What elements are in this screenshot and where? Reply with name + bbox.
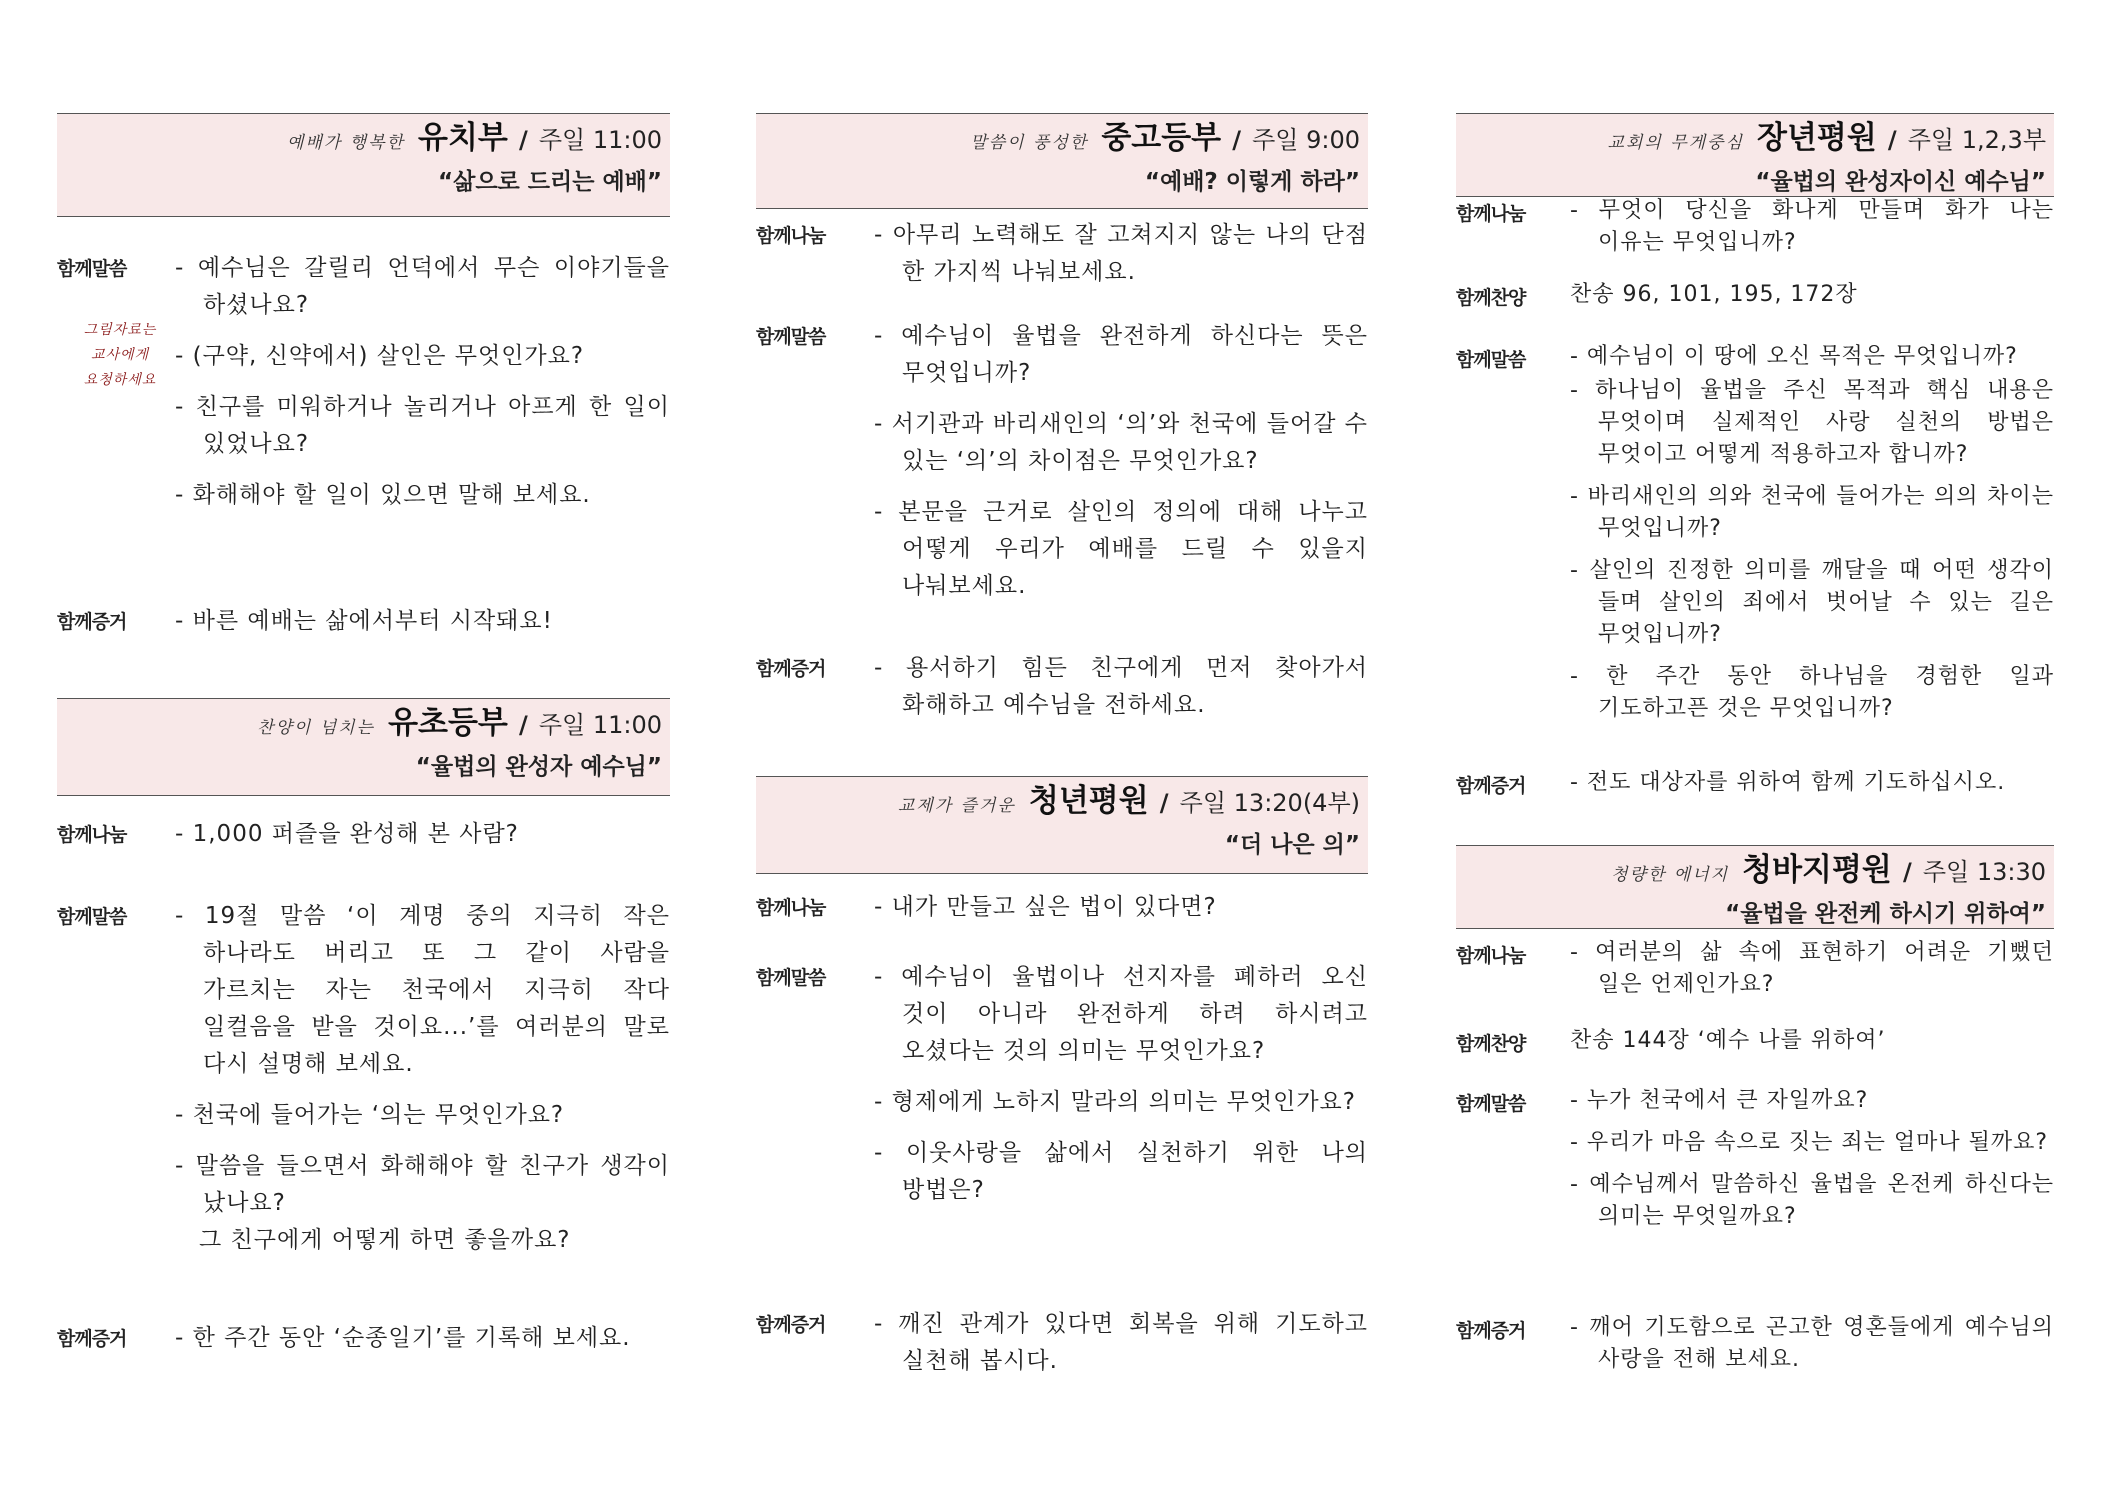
list-item: - 우리가 마음 속으로 짓는 죄는 얼마나 될까요? [1570,1130,2049,1155]
note-line: 요청하세요 [83,372,157,388]
block-label: 함께나눔 [57,824,127,846]
list-item: - 살인의 진정한 의미를 깨달을 때 어떤 생각이 들며 살인의 죄에서 벗어날 수 있는 길은 무엇입니까? [1570,558,2054,647]
separator: / [518,126,528,154]
separator: / [518,711,528,739]
list-item: - 예수님이 율법을 완전하게 하신다는 뜻은 무엇입니까? [874,323,1368,386]
list-item: - 한 주간 동안 하나님을 경험한 일과 기도하고픈 것은 무엇입니까? [1570,664,2054,721]
section-theme: “율법의 완성자이신 예수님” [1755,169,2046,196]
list-item: 그 친구에게 어떻게 하면 좋을까요? [199,1227,571,1253]
list-item: - 하나님이 율법을 주신 목적과 핵심 내용은 무엇이며 실제적인 사랑 실천의 방법은 무엇이고 어떻게 적용하고자 합니까? [1570,378,2054,467]
list-item: - 누가 천국에서 큰 자일까요? [1570,1088,1869,1113]
separator: / [1232,126,1241,154]
block-label: 함께증거 [57,611,127,633]
section-elementary [57,698,670,1351]
section-kindergarten [57,113,670,634]
section-header [1456,113,2054,197]
note-line: 그림자료는 [83,322,157,338]
section-theme: “더 나은 의” [1224,832,1360,859]
block-label: 함께말씀 [756,967,826,989]
service-time: 주일 11:00 [538,126,662,154]
block-label: 함께찬양 [1456,1033,1526,1055]
section-header [1456,845,2054,929]
list-item: - 예수님이 이 땅에 오신 목적은 무엇입니까? [1570,344,2018,369]
list-item: - 형제에게 노하지 말라의 의미는 무엇인가요? [874,1089,1356,1115]
section-theme: “삶으로 드리는 예배” [438,169,662,196]
list-item: - 예수님은 갈릴리 언덕에서 무슨 이야기들을 하셨나요? [175,255,670,318]
department-name: 유치부 [418,120,508,156]
block-label: 함께말씀 [1456,1093,1526,1115]
department-name: 청년평원 [1028,783,1149,819]
list-item: - 여러분의 삶 속에 표현하기 어려운 기뻤던 일은 언제인가요? [1570,940,2054,997]
list-item: - 천국에 들어가는 ‘의는 무엇인가요? [175,1102,565,1128]
block-label: 함께나눔 [756,225,826,247]
note-line: 교사에게 [90,347,150,363]
block-label: 함께나눔 [1456,203,1526,225]
list-item: - 이웃사랑을 삶에서 실천하기 위한 나의 방법은? [874,1140,1368,1203]
block-label: 함께찬양 [1456,287,1526,309]
section-youth [756,113,1368,718]
list-item: - 깨어 기도함으로 곤고한 영혼들에게 예수님의 사랑을 전해 보세요. [1570,1315,2054,1372]
section-tagline: 예배가 행복한 [287,133,405,153]
section-theme: “율법의 완성자 예수님” [415,754,662,781]
list-item: - 아무리 노력해도 잘 고쳐지지 않는 나의 단점 한 가지씩 나눠보세요. [874,222,1368,285]
block-label: 함께증거 [756,658,826,680]
block-label: 함께말씀 [57,906,127,928]
block-label: 함께증거 [1456,775,1526,797]
list-item: - 용서하기 힘든 친구에게 먼저 찾아가서 화해하고 예수님을 전하세요. [874,655,1368,718]
block-label: 함께말씀 [1456,349,1526,371]
service-time: 주일 11:00 [538,711,662,739]
department-name: 청바지평원 [1742,852,1892,888]
list-item: - 예수님께서 말씀하신 율법을 온전케 하신다는 의미는 무엇일까요? [1570,1172,2054,1229]
list-item: - 본문을 근거로 살인의 정의에 대해 나누고 어떻게 우리가 예배를 드릴 수 있을지 나눠보세요. [874,499,1368,599]
section-jeans [1456,845,2054,1372]
section-header [756,113,1368,209]
list-item: - 1,000 퍼즐을 완성해 본 사람? [175,821,519,847]
section-young-adults [756,776,1368,1374]
section-tagline: 청량한 에너지 [1611,865,1730,885]
list-item: - (구약, 신약에서) 살인은 무엇인가요? [175,343,585,369]
list-item: - 무엇이 당신을 화나게 만들며 화가 나는 이유는 무엇입니까? [1570,198,2054,255]
section-tagline: 교제가 즐거운 [897,796,1016,816]
service-time: 주일 13:20(4부) [1179,789,1360,817]
department-name: 중고등부 [1101,120,1222,156]
department-name: 장년평원 [1757,120,1877,156]
list-item: - 19절 말씀 ‘이 계명 중의 지극히 작은 하나라도 버리고 또 그 같이 사람을 가르치는 자는 천국에서 지극히 작다 일컬음을 받을 것이요...’를 여러분의 말로 다시 설명해 보세요. [175,903,670,1077]
section-tagline: 말씀이 풍성한 [970,133,1089,153]
block-label: 함께말씀 [756,326,826,348]
list-item: - 깨진 관계가 있다면 회복을 위해 기도하고 실천해 봅시다. [874,1311,1368,1374]
service-time: 주일 1,2,3부 [1907,126,2046,154]
service-time: 주일 13:30 [1922,858,2046,886]
section-theme: “예배? 이렇게 하라” [1144,169,1360,196]
list-item: - 한 주간 동안 ‘순종일기’를 기록해 보세요. [175,1325,631,1351]
section-header [57,113,670,217]
block-label: 함께나눔 [756,897,826,919]
list-item: - 바리새인의 의와 천국에 들어가는 의의 차이는 무엇입니까? [1570,484,2054,541]
list-item: - 말씀을 들으면서 화해해야 할 친구가 생각이 났나요? [175,1153,670,1216]
list-item: - 서기관과 바리새인의 ‘의’와 천국에 들어갈 수 있는 ‘의’의 차이점은 무엇인가요? [874,411,1368,474]
block-label: 함께증거 [756,1314,826,1336]
section-tagline: 교회의 무게중심 [1607,133,1744,153]
block-label: 함께말씀 [57,258,127,280]
separator: / [1902,858,1912,886]
department-name: 유초등부 [388,705,508,741]
section-header [756,776,1368,874]
list-item: - 화해해야 할 일이 있으면 말해 보세요. [175,482,591,508]
section-adults [1456,113,2054,797]
separator: / [1887,126,1897,154]
section-tagline: 찬양이 넘치는 [257,718,375,738]
block-label: 함께나눔 [1456,945,1526,967]
section-header [57,698,670,796]
list-item: 찬송 96, 101, 195, 172장 [1570,282,1858,307]
list-item: - 친구를 미워하거나 놀리거나 아프게 한 일이 있었나요? [175,394,670,457]
list-item: - 내가 만들고 싶은 법이 있다면? [874,894,1217,920]
block-label: 함께증거 [57,1328,127,1350]
list-item: - 바른 예배는 삶에서부터 시작돼요! [175,608,553,634]
block-label: 함께증거 [1456,1320,1526,1342]
list-item: 찬송 144장 ‘예수 나를 위하여’ [1570,1028,1886,1053]
picture-material-note [75,318,165,393]
service-time: 주일 9:00 [1252,126,1360,154]
list-item: - 예수님이 율법이나 선지자를 폐하러 오신 것이 아니라 완전하게 하려 하시려고 오셨다는 것의 의미는 무엇인가요? [874,964,1368,1064]
section-theme: “율법을 완전케 하시기 위하여” [1725,901,2046,928]
separator: / [1159,789,1169,817]
list-item: - 전도 대상자를 위하여 함께 기도하십시오. [1570,770,2006,795]
